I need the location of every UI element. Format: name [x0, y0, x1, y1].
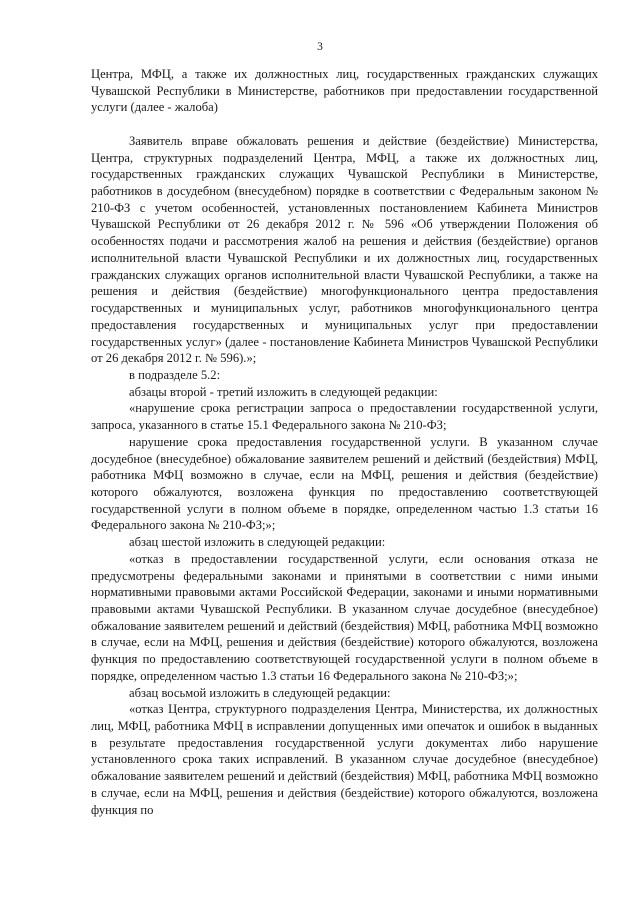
paragraph-registration-violation: «нарушение срока регистрации запроса о предоставлении государственной услуги, запроса, указанного в статье 15.1 Федерального закона № 210-ФЗ; — [91, 401, 598, 433]
paragraph-amend-eighth: абзац восьмой изложить в следующей редакции: — [129, 685, 391, 700]
paragraph-deadline-violation: нарушение срока предоставления государственной услуги. В указанном случае досудебное (внесудебное) обжалование заявителем решений и действий (бездействия) МФЦ, работника МФЦ возможно в случае, если на МФЦ, решения и действия (бездействие) которого обжалуются, возложена функция по предоставлению соответствующей государственной услуги в полном объеме в порядке, определенном частью 1.3 статьи 16 Федерального закона № 210-ФЗ;»; — [91, 434, 598, 533]
paragraph-amend-sixth: абзац шестой изложить в следующей редакции: — [129, 535, 386, 550]
paragraph-amend-second-third: абзацы второй - третий изложить в следующей редакции: — [129, 384, 438, 399]
paragraph-complaint-right: Заявитель вправе обжаловать решения и действие (бездействие) Министерства, Центра, структурных подразделений Центра, МФЦ, а также их должностных лиц, государственных гражданских служащих Чувашской Республики в Министерстве, работников в досудебном (внесудебном) порядке в соответствии с Федеральным законом № 210-ФЗ с учетом особенностей, установленных постановлением Кабинета Министров Чувашской Республики от 26 декабря 2012 г. № 596 «Об утверждении Положения об особенностях подачи и рассмотрения жалоб на решения и действия (бездействие) органов исполнительной власти Чувашской Республики и их должностных лиц, государственных гражданских служащих органов исполнительной власти Чувашской Республики, а также на решения и действия (бездействие) многофункционального центра предоставления государственных и муниципальных услуг, работников многофункционального центра предоставления государственных и муниципальных услуг при предоставлении государственных услуг» (далее - постановление Кабинета Министров Чувашской Республики от 26 декабря 2012 г. № 596).»; — [91, 133, 598, 366]
paragraph-correction-refusal: «отказ Центра, структурного подразделения Центра, Министерства, их должностных лиц, МФЦ, работника МФЦ в исправлении допущенных ими опечаток и ошибок в выданных в результате предоставления государственной услуги документах либо нарушение установленного срока таких исправлений. В указанном случае досудебное (внесудебное) обжалование заявителем решений и действий (бездействия) МФЦ, работника МФЦ возможно в случае, если на МФЦ, решения и действия (бездействие) которого обжалуются, возложена функция по — [91, 702, 598, 817]
paragraph-subsection-5-2: в подразделе 5.2: — [129, 367, 221, 382]
paragraph-refusal: «отказ в предоставлении государственной услуги, если основания отказа не предусмотрены федеральными законами и принятыми в соответствии с ними иными нормативными правовыми актами Российской Федерации, законами и иными нормативными правовыми актами Чувашской Республики. В указанном случае досудебное (внесудебное) обжалование заявителем решений и действий (бездействия) МФЦ, работника МФЦ возможно в случае, если на МФЦ, решения и действия (бездействие) которого обжалуются, возложена функция по предоставлению соответствующей государственной услуги в полном объеме в порядке, определенном частью 1.3 статьи 16 Федерального закона № 210-ФЗ;»; — [91, 551, 598, 683]
document-body — [91, 66, 598, 818]
page-number: 3 — [317, 41, 323, 53]
paragraph-continuation: Центра, МФЦ, а также их должностных лиц, государственных гражданских служащих Чувашской Республики в Министерстве, работников при предоставлении государственной услуги (далее - жалоба) — [91, 67, 598, 115]
